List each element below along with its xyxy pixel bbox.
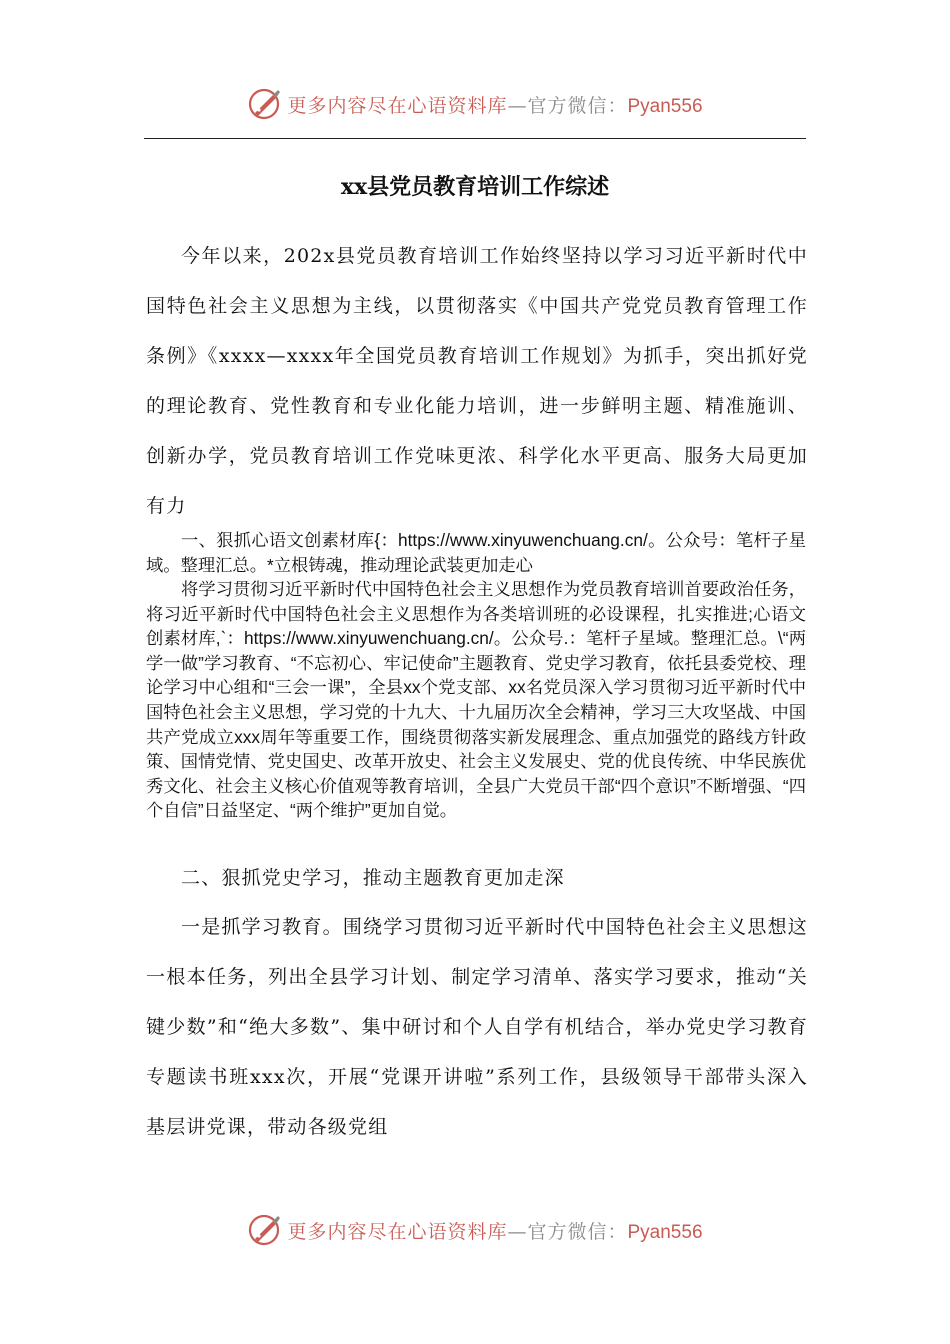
pen-nib-circle-icon — [247, 1212, 283, 1248]
section-one-body: 将学习贯彻习近平新时代中国特色社会主义思想作为党员教育培训首要政治任务，将习近平新时代中国特色社会主义思想作为各类培训班的必设课程，扎实推进;心语文创素材库,`：https://www.xinyuwenchuang.cn/。公众号.：笔杆子星域。整理汇总。\“两学一做”学习教育、“不忘初心、牢记使命”主题教育、党史学习教育，依托县委党校、理论学习中心组和“三会一课”，全县xx个党支部、xx名党员深入学习贯彻习近平新时代中国特色社会主义思想，学习党的十九大、十九届历次全会精神，学习三大攻坚战、中国共产党成立xxx周年等重要工作，围绕贯彻落实新发展理念、重点加强党的路线方针政策、国情党情、党史国史、改革开放史、社会主义发展史、党的优良传统、中华民族优秀文化、社会主义核心价值观等教育培训，全县广大党员干部“四个意识”不断增强、“四个自信”日益坚定、“两个维护”更加自觉。 — [146, 579, 806, 821]
watermark-wechat-id: Pyan556 — [627, 95, 703, 117]
section-two-body: 一是抓学习教育。围绕学习贯彻习近平新时代中国特色社会主义思想这一根本任务，列出全县学习计划、制定学习清单、落实学习要求，推动“关键少数”和“绝大多数”、集中研讨和个人自学有机结合，举办党史学习教育专题读书班xxx次，开展“党课开讲啦”系列工作，县级领导干部带头深入基层讲党课，带动各级党组 — [146, 916, 808, 1138]
section-two-heading: 二、狠抓党史学习，推动主题教育更加走深 — [181, 867, 565, 889]
pen-nib-circle-icon — [247, 86, 283, 122]
watermark-text — [287, 91, 702, 118]
watermark-wechat-label: 官方微信： — [527, 1220, 628, 1243]
document-title: xx县党员教育培训工作综述 — [340, 174, 610, 200]
watermark-brand: 更多内容尽在心语资料库 — [287, 94, 508, 117]
watermark-separator: — — [507, 1220, 528, 1243]
section-one-heading: 一、狠抓心语文创素材库{：https://www.xinyuwenchuang.cn/。公众号：笔杆子星域。整理汇总。*立根铸魂，推动理论武装更加走心 — [146, 530, 806, 575]
header-divider — [144, 138, 806, 139]
intro-paragraph: 今年以来，202x县党员教育培训工作始终坚持以学习习近平新时代中国特色社会主义思想为主线，以贯彻落实《中国共产党党员教育管理工作条例》《xxxx—xxxx年全国党员教育培训工作规划》为抓手，突出抓好党的理论教育、党性教育和专业化能力培训，进一步鲜明主题、精准施训、创新办学，党员教育培训工作党味更浓、科学化水平更高、服务大局更加有力 — [146, 245, 808, 517]
watermark-wechat-label: 官方微信： — [527, 94, 628, 117]
watermark-separator: — — [507, 94, 528, 117]
header-watermark — [0, 84, 950, 124]
footer-watermark — [0, 1210, 950, 1250]
watermark-text — [287, 1217, 702, 1244]
watermark-wechat-id: Pyan556 — [627, 1221, 703, 1243]
watermark-brand: 更多内容尽在心语资料库 — [287, 1220, 508, 1243]
